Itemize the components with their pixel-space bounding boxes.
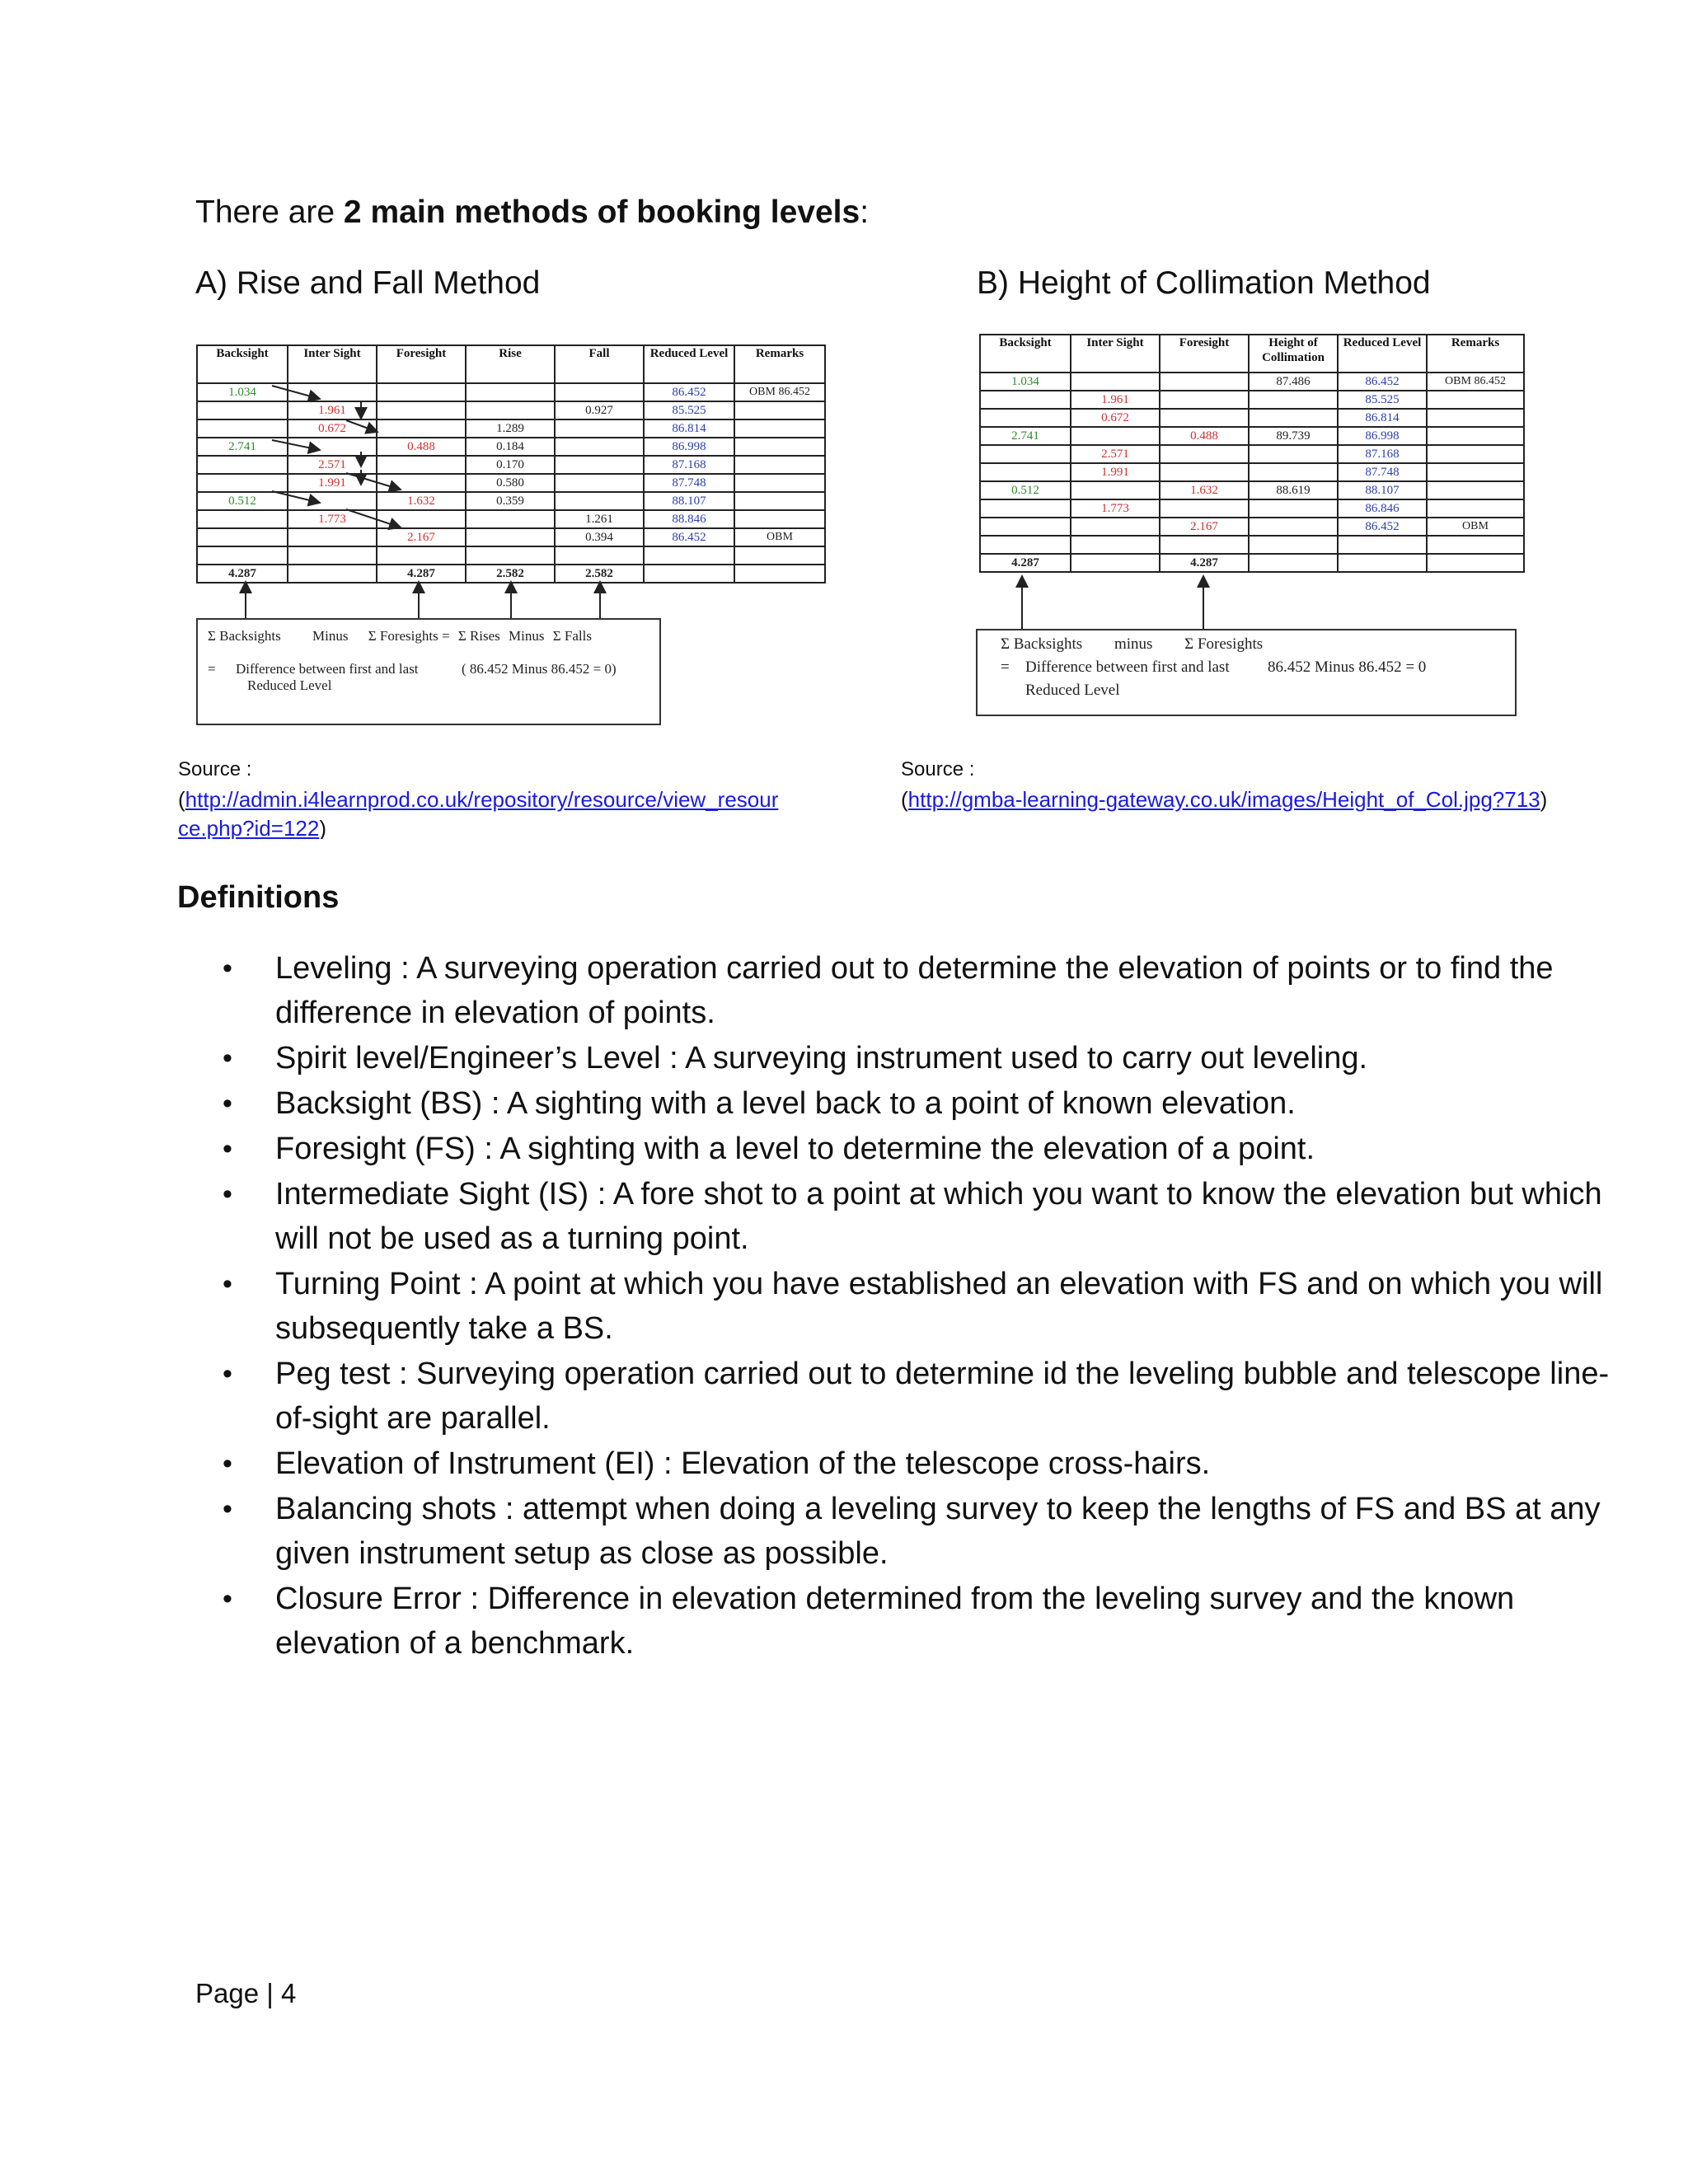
table-cell: OBM bbox=[734, 528, 825, 546]
bullet-icon: • bbox=[223, 1179, 232, 1210]
figure-height-of-collimation bbox=[979, 334, 1523, 719]
bullet-icon: • bbox=[223, 1493, 232, 1525]
table-cell: 89.739 bbox=[1249, 427, 1338, 445]
table-cell: 86.814 bbox=[1338, 409, 1427, 427]
sum-line-2: Difference between first and last bbox=[1025, 658, 1230, 676]
bullet-icon: • bbox=[223, 1043, 232, 1074]
page-number: Page | 4 bbox=[195, 1978, 297, 2008]
rise-fall-summary-box: Σ Backsights Minus Σ Foresights = Σ Rises Minus Σ Falls = Difference between first and last Reduced Level ( 86.452 Minus 86.452 = 0) bbox=[196, 618, 661, 725]
source-a-link[interactable]: http://admin.i4learnprod.co.uk/repository/resource/view_resour bbox=[185, 787, 779, 812]
column-header: Reduced Level bbox=[644, 345, 734, 383]
column-header: Backsight bbox=[197, 345, 288, 383]
column-header: Foresight bbox=[1160, 335, 1249, 373]
arrow-line bbox=[272, 386, 320, 399]
table-cell: 2.571 bbox=[1071, 445, 1160, 463]
table-cell: 1.961 bbox=[288, 401, 377, 419]
column-header: Remarks bbox=[734, 345, 825, 383]
table-cell: 86.452 bbox=[644, 383, 734, 401]
column-header: Inter Sight bbox=[1071, 335, 1160, 373]
definition-item bbox=[223, 946, 1611, 1035]
definition-item bbox=[223, 1081, 1611, 1126]
table-cell: 0.512 bbox=[980, 481, 1071, 499]
definition-item bbox=[223, 1441, 1611, 1486]
column-header: Remarks bbox=[1427, 335, 1524, 373]
table-cell: 0.488 bbox=[377, 438, 466, 456]
bullet-icon: • bbox=[223, 1088, 232, 1119]
bullet-icon: • bbox=[223, 1448, 232, 1479]
table-cell: 85.525 bbox=[1338, 391, 1427, 409]
definition-text: Intermediate Sight (IS) : A fore shot to a point at which you want to know the elevation but which will not be used as a turning point. bbox=[275, 1177, 1602, 1256]
table-cell: 87.168 bbox=[1338, 445, 1427, 463]
table-cell: OBM 86.452 bbox=[1427, 373, 1524, 391]
table-cell: 0.672 bbox=[1071, 409, 1160, 427]
total-cell: 4.287 bbox=[1160, 554, 1249, 572]
definition-item bbox=[223, 1127, 1611, 1171]
source-a-label: Source : bbox=[178, 758, 252, 780]
table-cell: 0.512 bbox=[197, 492, 288, 510]
definition-text: Balancing shots : attempt when doing a leveling survey to keep the lengths of FS and BS at any given instrument setup as close as possible. bbox=[275, 1492, 1601, 1571]
total-cell: 4.287 bbox=[980, 554, 1071, 572]
table-cell: 1.773 bbox=[288, 510, 377, 528]
intro-text: There are 2 main methods of booking levels: bbox=[195, 194, 870, 230]
arrow-line bbox=[346, 420, 377, 432]
table-cell: 0.184 bbox=[466, 438, 555, 456]
sum-line-3: Reduced Level bbox=[247, 677, 332, 693]
definition-text: Foresight (FS) : A sighting with a level to determine the elevation of a point. bbox=[275, 1132, 1315, 1166]
column-header: Rise bbox=[466, 345, 555, 383]
sum-line-1: Σ Backsights Minus Σ Foresights = Σ Rises Minus Σ Falls bbox=[208, 628, 592, 644]
table-cell: 1.991 bbox=[1071, 463, 1160, 481]
table-cell: 2.741 bbox=[197, 438, 288, 456]
table-cell: 1.034 bbox=[980, 373, 1071, 391]
column-header: Backsight bbox=[980, 335, 1071, 373]
column-header: Fall bbox=[555, 345, 644, 383]
table-cell: 88.107 bbox=[1338, 481, 1427, 499]
collimation-summary-box: Σ Backsights minus Σ Foresights = Difference between first and last Reduced Level 86.452 Minus 86.452 = 0 bbox=[976, 629, 1517, 716]
bullet-icon: • bbox=[223, 1268, 232, 1300]
definition-text: Backsight (BS) : A sighting with a level back to a point of known elevation. bbox=[275, 1086, 1296, 1121]
definition-text: Leveling : A surveying operation carried out to determine the elevation of points or to find the difference in elevation of points. bbox=[275, 951, 1554, 1030]
total-cell: 4.287 bbox=[197, 565, 288, 583]
table-cell: 1.261 bbox=[555, 510, 644, 528]
table-cell: 87.168 bbox=[644, 456, 734, 474]
definition-text: Spirit level/Engineer’s Level : A surveying instrument used to carry out leveling. bbox=[275, 1041, 1368, 1076]
arrow-line bbox=[346, 509, 401, 527]
definition-item bbox=[223, 1577, 1611, 1666]
table-cell: 86.452 bbox=[1338, 518, 1427, 536]
table-cell: 0.488 bbox=[1160, 427, 1249, 445]
arrow-line bbox=[346, 473, 401, 490]
table-cell: 86.998 bbox=[1338, 427, 1427, 445]
table-cell: 1.773 bbox=[1071, 499, 1160, 518]
definitions-list bbox=[223, 946, 1611, 1666]
table-cell: 86.452 bbox=[644, 528, 734, 546]
total-cell: 2.582 bbox=[555, 565, 644, 583]
table-cell: 0.170 bbox=[466, 456, 555, 474]
table-cell: 86.846 bbox=[1338, 499, 1427, 518]
table-cell: OBM 86.452 bbox=[734, 383, 825, 401]
arrow-line bbox=[272, 491, 320, 503]
table-cell: 1.991 bbox=[288, 474, 377, 492]
table-cell: 86.998 bbox=[644, 438, 734, 456]
table-cell: 88.846 bbox=[644, 510, 734, 528]
table-cell: 87.748 bbox=[644, 474, 734, 492]
source-b-link[interactable]: http://gmba-learning-gateway.co.uk/images/Height_of_Col.jpg?713 bbox=[907, 787, 1540, 812]
source-a-link-cont[interactable]: ce.php?id=122 bbox=[178, 816, 320, 839]
figure-rise-and-fall bbox=[196, 344, 824, 724]
source-a: (http://admin.i4learnprod.co.uk/repository/resource/view_resour bbox=[178, 787, 779, 812]
bullet-icon: • bbox=[223, 1358, 232, 1390]
definition-text: Turning Point : A point at which you have established an elevation with FS and on which you will subsequently take a BS. bbox=[275, 1267, 1603, 1346]
table-cell: 88.107 bbox=[644, 492, 734, 510]
definition-item bbox=[223, 1487, 1611, 1576]
table-cell: 2.571 bbox=[288, 456, 377, 474]
table-cell: 0.927 bbox=[555, 401, 644, 419]
table-cell: 1.289 bbox=[466, 419, 555, 438]
bullet-icon: • bbox=[223, 1133, 232, 1165]
definition-text: Elevation of Instrument (EI) : Elevation of the telescope cross-hairs. bbox=[275, 1446, 1211, 1481]
table-cell: 1.632 bbox=[1160, 481, 1249, 499]
method-a-title: A) Rise and Fall Method bbox=[195, 265, 541, 301]
table-cell: 2.741 bbox=[980, 427, 1071, 445]
intro-bold: 2 main methods of booking levels bbox=[343, 194, 860, 230]
sum-calc: ( 86.452 Minus 86.452 = 0) bbox=[462, 661, 617, 677]
source-b-label: Source : bbox=[901, 758, 975, 780]
column-header: Height of Collimation bbox=[1249, 335, 1338, 373]
sum-calc: 86.452 Minus 86.452 = 0 bbox=[1268, 658, 1427, 676]
sum-line-2: Difference between first and last bbox=[236, 661, 419, 677]
method-b-title: B) Height of Collimation Method bbox=[977, 265, 1431, 301]
definition-item bbox=[223, 1036, 1611, 1080]
sum-line-3: Reduced Level bbox=[1025, 682, 1120, 699]
definitions-title: Definitions bbox=[177, 880, 340, 915]
table-cell: 0.672 bbox=[288, 419, 377, 438]
bullet-icon: • bbox=[223, 953, 232, 984]
table-cell: 1.632 bbox=[377, 492, 466, 510]
table-cell: 88.619 bbox=[1249, 481, 1338, 499]
table-cell: 86.814 bbox=[644, 419, 734, 438]
column-header: Reduced Level bbox=[1338, 335, 1427, 373]
table-cell: 1.961 bbox=[1071, 391, 1160, 409]
definition-text: Peg test : Surveying operation carried out to determine id the leveling bubble and telescope line-of-sight are parallel. bbox=[275, 1357, 1610, 1436]
definition-item bbox=[223, 1352, 1611, 1441]
table-cell: 1.034 bbox=[197, 383, 288, 401]
definition-text: Closure Error : Difference in elevation determined from the leveling survey and the known elevation of a benchmark. bbox=[275, 1582, 1515, 1661]
source-b: (http://gmba-learning-gateway.co.uk/images/Height_of_Col.jpg?713) bbox=[901, 787, 1548, 812]
table-cell: OBM bbox=[1427, 518, 1524, 536]
column-header: Inter Sight bbox=[288, 345, 377, 383]
table-cell: 0.580 bbox=[466, 474, 555, 492]
definition-item bbox=[223, 1172, 1611, 1261]
table-cell: 86.452 bbox=[1338, 373, 1427, 391]
arrow-line bbox=[272, 440, 320, 450]
bullet-icon: • bbox=[223, 1583, 232, 1615]
table-cell: 0.394 bbox=[555, 528, 644, 546]
table-cell: 2.167 bbox=[1160, 518, 1249, 536]
sum-line-1: Σ Backsights minus Σ Foresights bbox=[1001, 635, 1264, 653]
table-cell: 85.525 bbox=[644, 401, 734, 419]
source-a-cont: ce.php?id=122) bbox=[178, 816, 326, 839]
table-cell: 87.486 bbox=[1249, 373, 1338, 391]
definition-item bbox=[223, 1262, 1611, 1351]
total-cell: 4.287 bbox=[377, 565, 466, 583]
table-cell: 87.748 bbox=[1338, 463, 1427, 481]
column-header: Foresight bbox=[377, 345, 466, 383]
total-cell: 2.582 bbox=[466, 565, 555, 583]
table-cell: 2.167 bbox=[377, 528, 466, 546]
table-cell: 0.359 bbox=[466, 492, 555, 510]
